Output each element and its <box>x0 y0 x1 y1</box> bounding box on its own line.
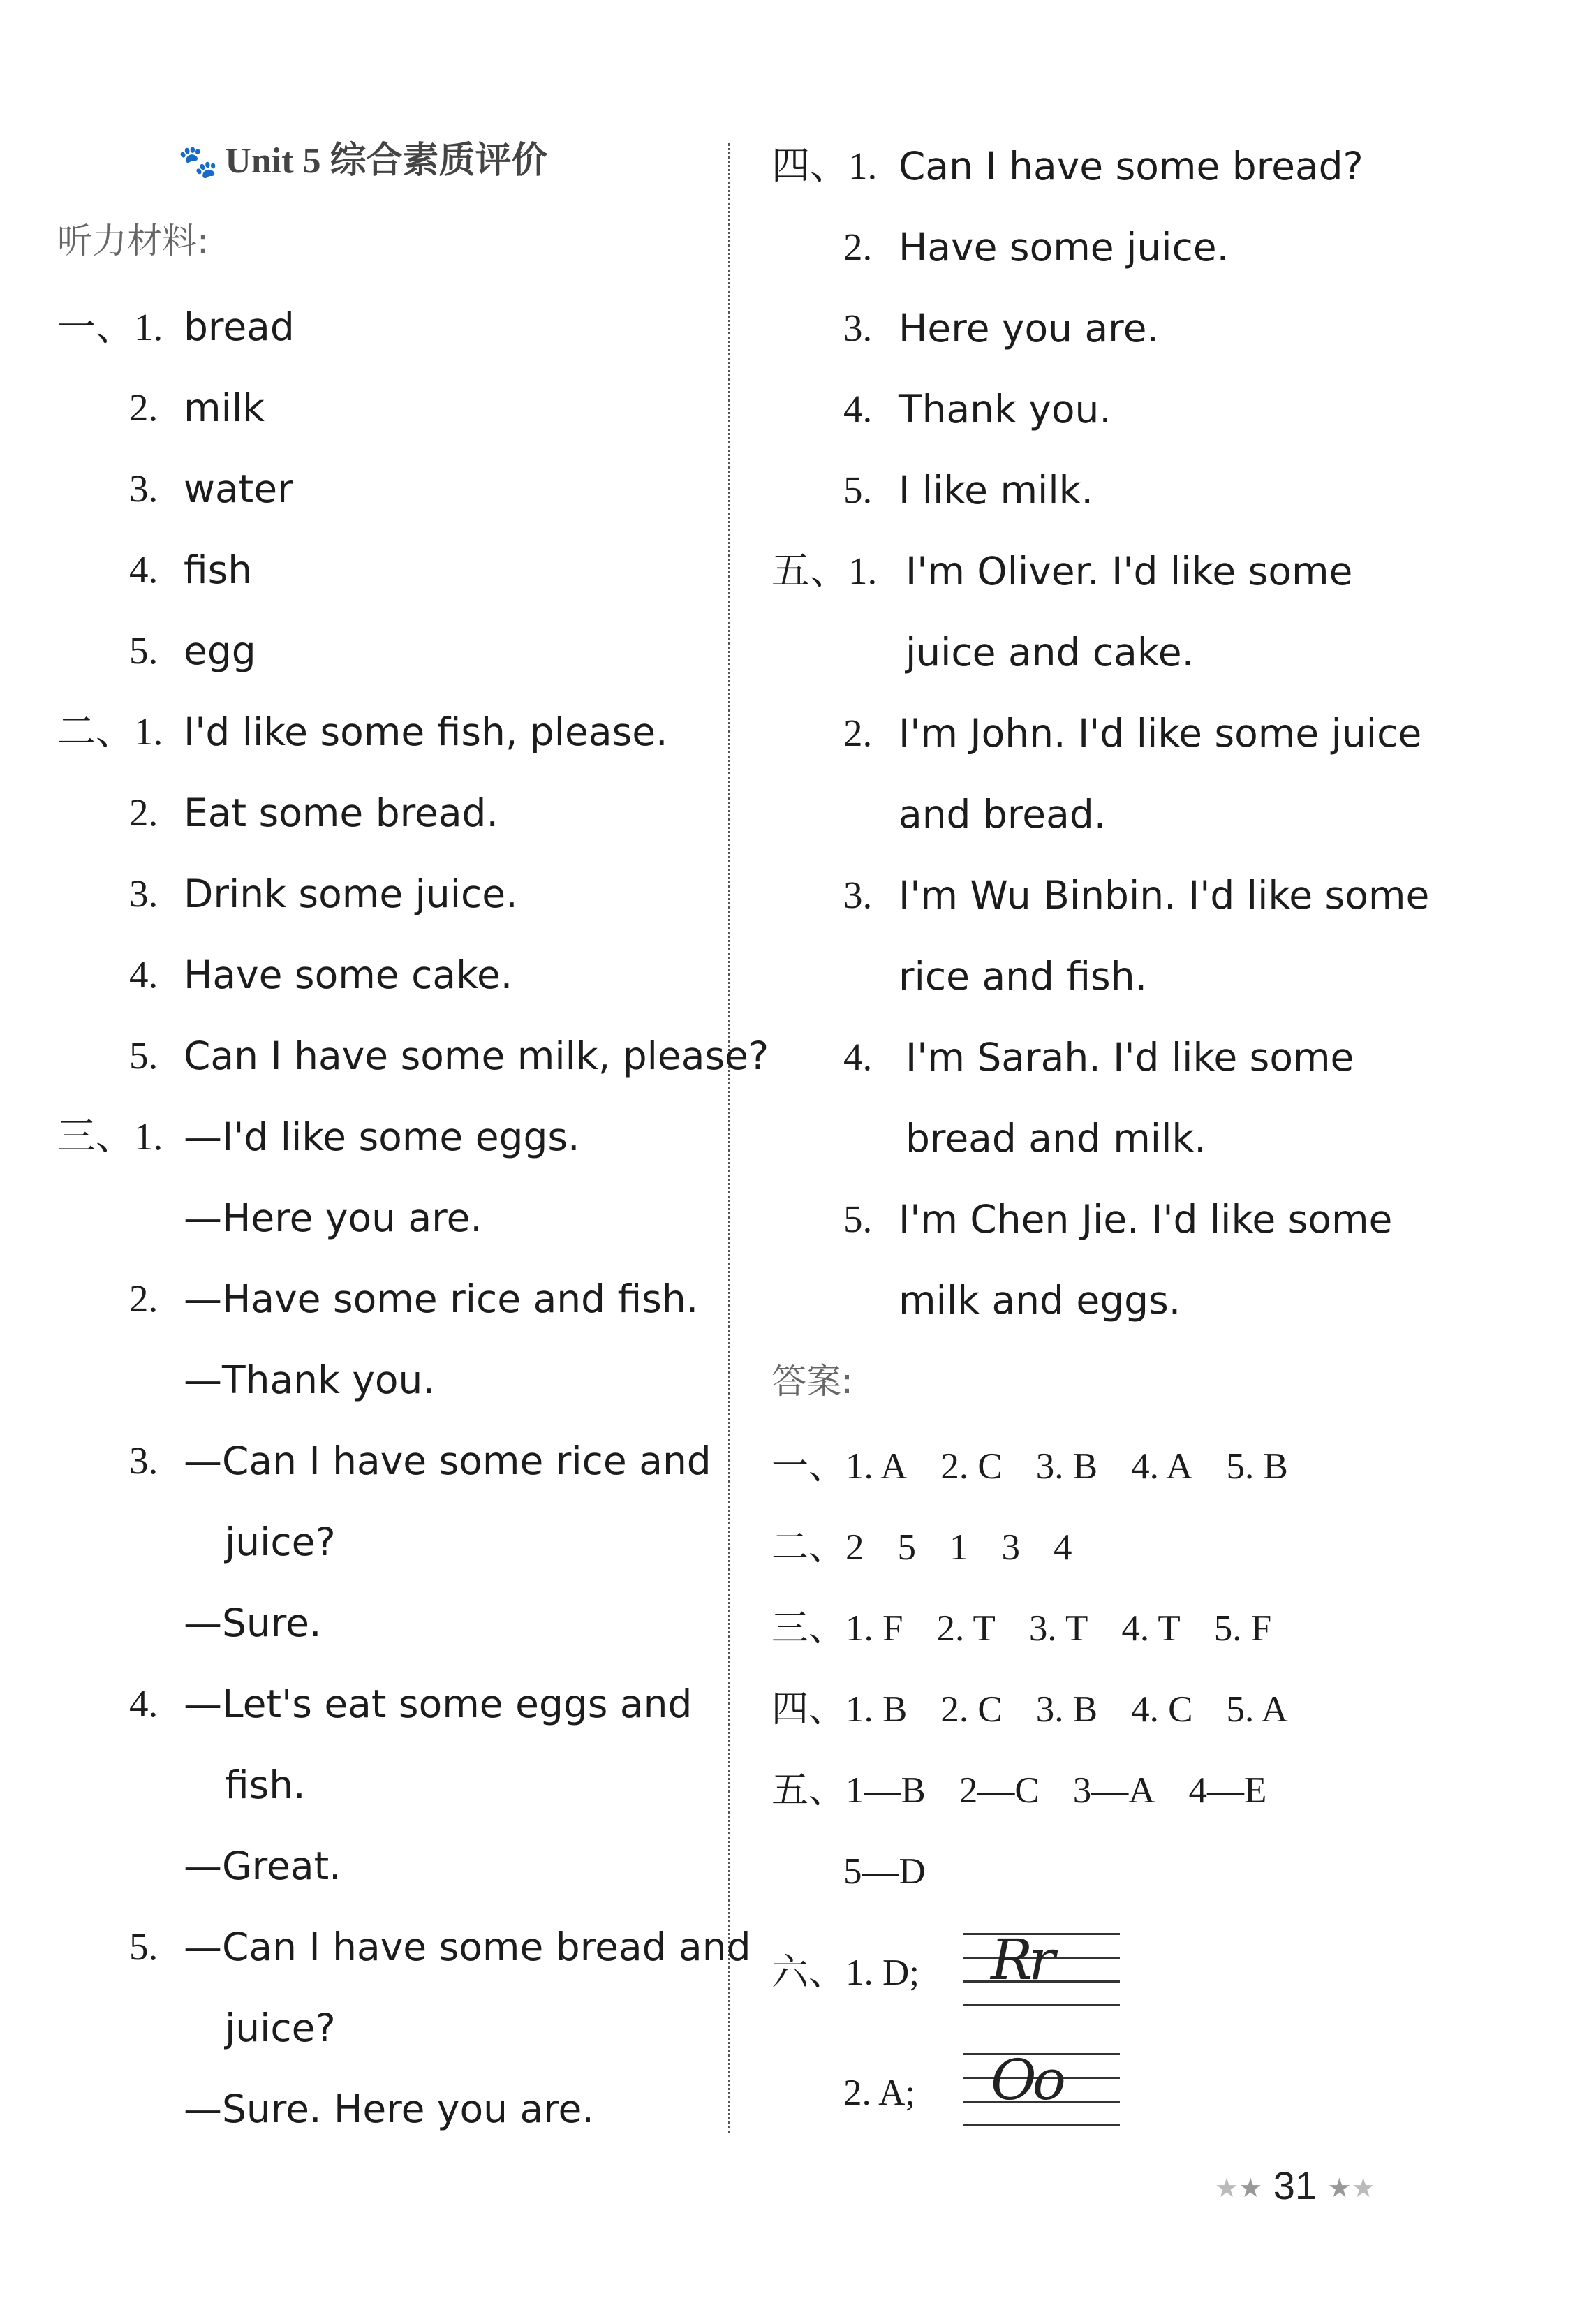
handwritten-letters: Oo <box>991 2047 1062 2112</box>
answer-row: 一、1. A 2. C 3. B 4. A 5. B <box>771 1446 1288 1487</box>
list-item-text: I'm Chen Jie. I'd like some <box>899 1197 1393 1242</box>
item-number: 3. <box>843 307 873 349</box>
list-item-text: Drink some juice. <box>184 872 518 916</box>
listening-heading: 听力材料: <box>57 221 209 261</box>
list-item-text: rice and fish. <box>899 954 1148 999</box>
list-item-text: Thank you. <box>899 387 1111 432</box>
rule-line <box>963 2004 1120 2006</box>
list-item-text: and bread. <box>899 792 1107 837</box>
list-item-text: milk and eggs. <box>899 1278 1181 1323</box>
list-item-text: I'm John. I'd like some juice <box>899 711 1422 756</box>
answer-row: 四、1. B 2. C 3. B 4. C 5. A <box>771 1689 1288 1730</box>
item-number: 3. <box>129 467 158 510</box>
answer-row: 5—D <box>843 1851 926 1892</box>
list-item-text: I'm Oliver. I'd like some <box>906 549 1353 594</box>
list-item-text: I'm Sarah. I'd like some <box>906 1035 1354 1080</box>
list-item-text: milk <box>184 385 265 430</box>
list-item-text: I like milk. <box>899 468 1093 513</box>
item-number: 2. <box>129 386 158 429</box>
list-item-text: —Sure. Here you are. <box>184 2087 594 2131</box>
list-item-text: —I'd like some eggs. <box>184 1115 580 1159</box>
list-item-text: Here you are. <box>899 306 1159 351</box>
list-item-text: egg <box>184 628 256 673</box>
answer-row: 五、1—B 2—C 3—A 4—E <box>771 1770 1267 1811</box>
answer-row: 三、1. F 2. T 3. T 4. T 5. F <box>771 1608 1272 1649</box>
item-number: 2. <box>843 712 873 754</box>
item-number: 3. <box>843 874 873 916</box>
list-item-text: Eat some bread. <box>184 790 498 835</box>
star-icon: ★ <box>1215 2174 1239 2204</box>
item-number: 4. <box>129 953 158 996</box>
item-number: 5. <box>129 1034 158 1077</box>
page-number-text: 31 <box>1273 2163 1317 2207</box>
list-item-text: —Can I have some bread and <box>184 1925 751 1969</box>
item-number: 4. <box>843 1036 873 1078</box>
list-item-text: bread and milk. <box>906 1116 1206 1161</box>
column-divider <box>728 143 730 2133</box>
list-item: 一、1. <box>57 306 163 348</box>
item-number: 5. <box>843 1198 873 1240</box>
list-item-text: Can I have some milk, please? <box>184 1034 769 1078</box>
list-item-text: —Sure. <box>184 1601 322 1645</box>
item-number: 2. <box>129 1277 158 1320</box>
list-item-text: juice? <box>225 1520 336 1564</box>
list-item-text: bread <box>184 304 295 349</box>
item-number: 二、1. <box>57 710 163 753</box>
list-item-text: juice? <box>225 2006 336 2050</box>
item-number: 4. <box>843 388 873 430</box>
star-icon: ★ <box>1239 2174 1263 2204</box>
handwriting-box <box>963 1927 1120 2008</box>
page-title <box>178 137 548 186</box>
list-item-text: —Have some rice and fish. <box>184 1277 699 1321</box>
title-text: Unit 5 综合素质评价 <box>225 141 548 181</box>
list-item-text: —Here you are. <box>184 1196 482 1240</box>
list-item-text: —Great. <box>184 1844 341 1888</box>
list-item-text: —Can I have some rice and <box>184 1439 711 1483</box>
item-number: 4. <box>129 548 158 591</box>
item-number: 3. <box>129 872 158 915</box>
star-icon: ★ <box>1351 2174 1375 2204</box>
list-item-text: —Thank you. <box>184 1358 435 1402</box>
list-item-text: I'd like some fish, please. <box>184 709 668 754</box>
item-number: 5. <box>843 469 873 511</box>
list-item-text: Have some cake. <box>184 953 513 997</box>
list-item-text: I'm Wu Binbin. I'd like some <box>899 873 1430 918</box>
list-item-text: juice and cake. <box>906 630 1195 675</box>
handwritten-letters: Rr <box>991 1927 1051 1992</box>
item-number: 5. <box>129 1925 158 1968</box>
answers-heading: 答案: <box>771 1361 853 1402</box>
list-item-text: water <box>184 466 293 511</box>
answer-row: 二、2 5 1 3 4 <box>771 1527 1072 1568</box>
star-icon: ★ <box>1327 2174 1352 2204</box>
item-number: 五、1. <box>771 550 878 592</box>
item-number: 3. <box>129 1439 158 1482</box>
list-item-text: fish <box>184 547 253 592</box>
writing-label: 六、1. D; <box>771 1952 919 1993</box>
paw-icon: 🐾 <box>178 144 219 179</box>
list-item-text: fish. <box>225 1763 306 1807</box>
list-item-text: —Let's eat some eggs and <box>184 1682 693 1726</box>
page-number <box>1215 2161 1375 2213</box>
item-number: 三、1. <box>57 1115 163 1158</box>
handwriting-box <box>963 2047 1120 2128</box>
list-item-text: Can I have some bread? <box>899 144 1363 189</box>
item-number: 4. <box>129 1682 158 1725</box>
item-number: 四、1. <box>771 145 878 187</box>
list-item-text: Have some juice. <box>899 225 1229 270</box>
item-number: 2. <box>129 791 158 834</box>
writing-label: 2. A; <box>843 2073 916 2113</box>
item-number: 5. <box>129 629 158 672</box>
item-number: 2. <box>843 226 873 268</box>
rule-line <box>963 2124 1120 2126</box>
